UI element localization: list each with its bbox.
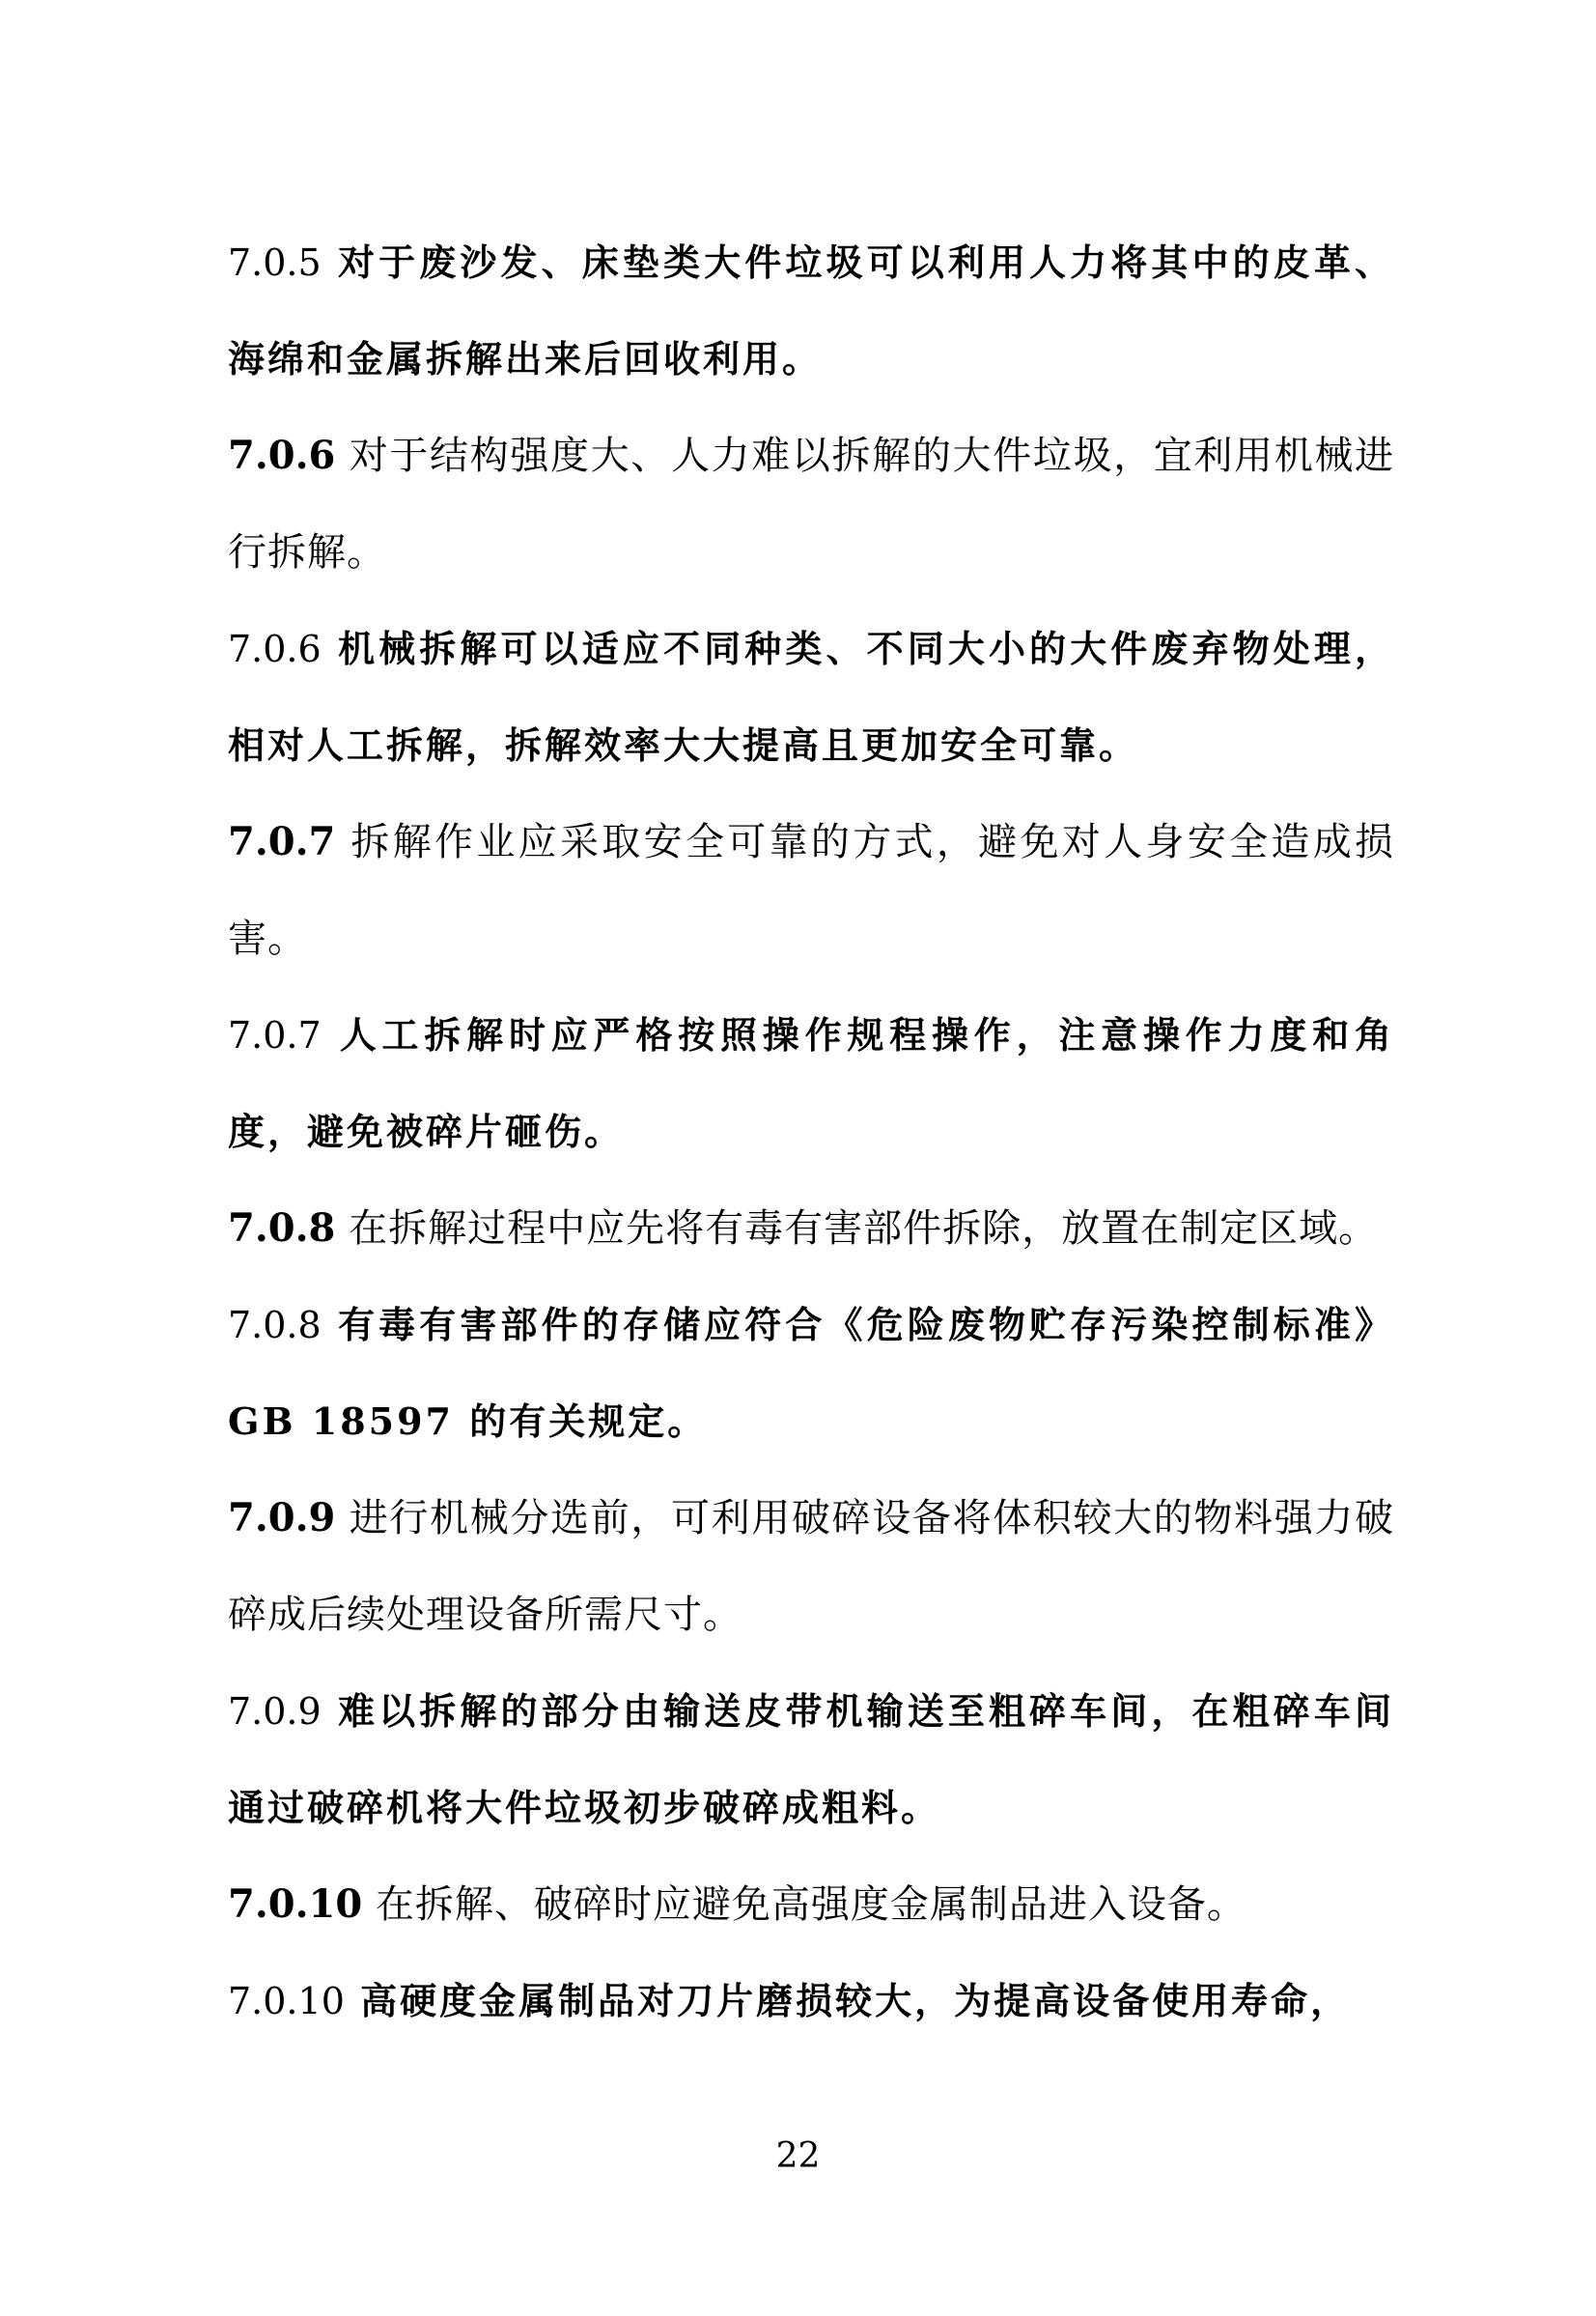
clause-number: 7.0.8 xyxy=(228,1304,322,1346)
clause-number: 7.0.9 xyxy=(228,1690,322,1733)
explanation-7-0-9 xyxy=(228,1663,1394,1856)
clause-number: 7.0.9 xyxy=(228,1495,336,1540)
explanation-7-0-5 xyxy=(228,214,1394,408)
paragraph-text: 对于废沙发、床垫类大件垃圾可以利用人力将其中的皮革、海绵和金属拆解出来后回收利用。 xyxy=(228,240,1394,381)
clause-number: 7.0.7 xyxy=(228,1014,322,1057)
clause-number: 7.0.5 xyxy=(228,241,322,284)
clause-7-0-7 xyxy=(228,794,1394,987)
paragraph-text: 机械拆解可以适应不同种类、不同大小的大件废弃物处理，相对人工拆解，拆解效率大大提高且更加安全可靠。 xyxy=(228,627,1394,767)
clause-number: 7.0.8 xyxy=(228,1205,336,1251)
document-body xyxy=(228,214,1394,2049)
explanation-7-0-6 xyxy=(228,601,1394,794)
paragraph-text: 人工拆解时应严格按照操作规程操作，注意操作力度和角度，避免被碎片砸伤。 xyxy=(228,1013,1394,1153)
clause-number: 7.0.10 xyxy=(228,1881,363,1927)
page-number: 22 xyxy=(775,2136,821,2176)
clause-7-0-10 xyxy=(228,1856,1394,1953)
explanation-7-0-10 xyxy=(228,1953,1394,2049)
clause-7-0-8 xyxy=(228,1180,1394,1277)
clause-number: 7.0.7 xyxy=(228,819,336,864)
paragraph-text: 高硬度金属制品对刀片磨损较大，为提高设备使用寿命， xyxy=(360,1979,1351,2022)
paragraph-text: 对于结构强度大、人力难以拆解的大件垃圾，宜利用机械进行拆解。 xyxy=(228,434,1395,575)
paragraph-text: 有毒有害部件的存储应符合《危险废物贮存污染控制标准》GB 18597 的有关规定。 xyxy=(228,1303,1394,1443)
paragraph-text: 在拆解过程中应先将有毒有害部件拆除，放置在制定区域。 xyxy=(349,1206,1379,1251)
clause-number: 7.0.6 xyxy=(228,628,322,670)
clause-number: 7.0.10 xyxy=(228,1980,345,2022)
paragraph-text: 进行机械分选前，可利用破碎设备将体积较大的物料强力破碎成后续处理设备所需尺寸。 xyxy=(228,1496,1395,1637)
paragraph-text: 在拆解、破碎时应避免高强度金属制品进入设备。 xyxy=(375,1882,1246,1927)
clause-7-0-9 xyxy=(228,1470,1394,1663)
explanation-7-0-8 xyxy=(228,1277,1394,1470)
clause-7-0-6 xyxy=(228,408,1394,601)
paragraph-text: 拆解作业应采取安全可靠的方式，避免对人身安全造成损害。 xyxy=(228,820,1395,961)
clause-number: 7.0.6 xyxy=(228,433,336,478)
explanation-7-0-7 xyxy=(228,987,1394,1180)
paragraph-text: 难以拆解的部分由输送皮带机输送至粗碎车间，在粗碎车间通过破碎机将大件垃圾初步破碎成粗料。 xyxy=(228,1689,1394,1829)
